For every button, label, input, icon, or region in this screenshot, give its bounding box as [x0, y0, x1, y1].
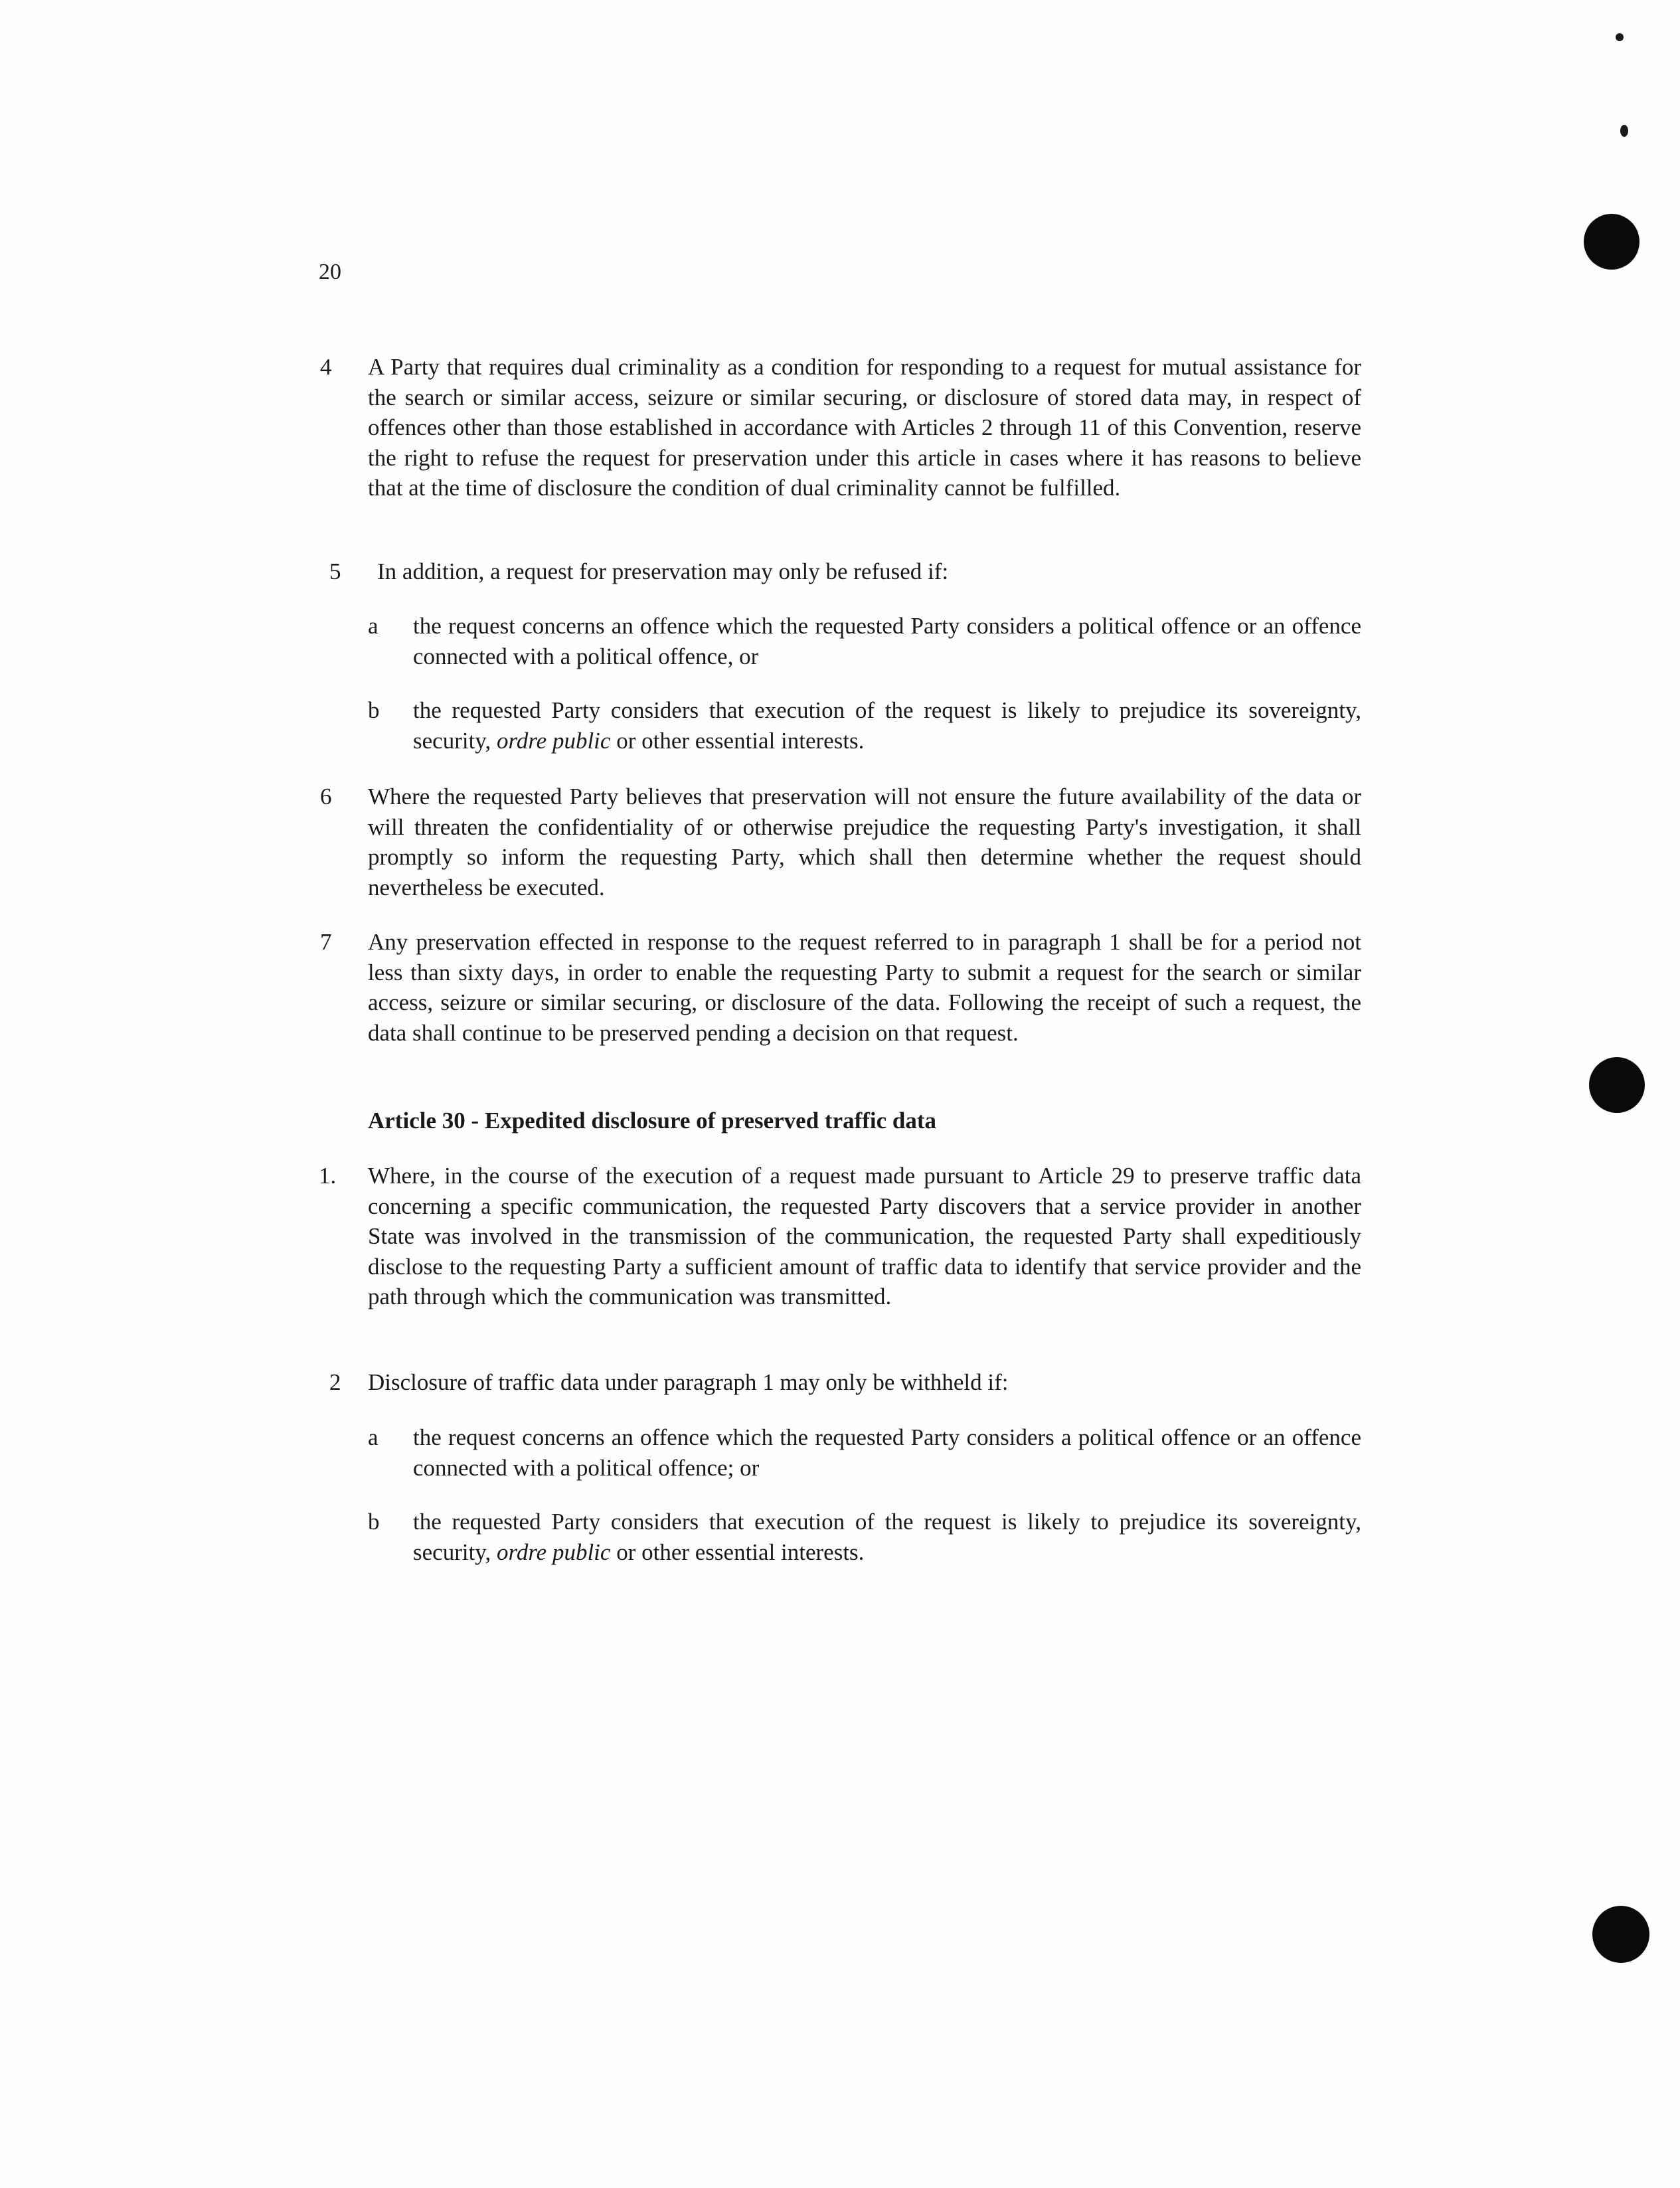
paragraph-number: 5 [329, 558, 341, 584]
item-text-italic: ordre public [497, 727, 611, 754]
paragraph-number: 7 [320, 929, 332, 955]
punch-hole [1584, 214, 1639, 270]
item-text-after: or other essential interests. [610, 727, 865, 754]
scan-speck [1616, 33, 1624, 41]
item-letter: b [368, 1509, 380, 1535]
item-text [413, 1507, 1361, 1567]
paragraph-text: Where, in the course of the execution of a request made pursuant to Article 29 to preserve traffic data concerning a specific communication, the requested Party discovers that a service provider in another State was involved in the transmission of the communication, the requested Party shall expeditiously disclose to the requesting Party a sufficient amount of traffic data to identify that service provider and the path through which the communication was transmitted. [368, 1163, 1361, 1309]
paragraph-7 [286, 927, 1361, 1048]
article-paragraph-2-item-a [286, 1422, 1361, 1483]
paragraph-text: Where the requested Party believes that preservation will not ensure the future availability of the data or will threaten the confidentiality of or otherwise prejudice the requesting Party's investigation, it shall promptly so inform the requesting Party, which shall then determine whether the request should nevertheless be executed. [368, 784, 1361, 900]
paragraph-6 [286, 782, 1361, 902]
item-text-after: or other essential interests. [610, 1539, 865, 1565]
paragraph-5 [286, 556, 1361, 587]
paragraph-text: Any preservation effected in response to the request referred to in paragraph 1 shall be for a period not less than sixty days, in order to enable the requesting Party to submit a request for the search or similar access, seizure or similar securing, or disclosure of the data. Following the receipt of such a request, the data shall continue to be preserved pending a decision on that request. [368, 929, 1361, 1046]
item-letter: a [368, 1424, 378, 1450]
item-letter: b [368, 697, 380, 723]
article-paragraph-2-item-b [286, 1507, 1361, 1567]
item-text [413, 695, 1361, 756]
item-text: the request concerns an offence which the requested Party considers a political offence or an offence connected with a political offence, or [413, 613, 1361, 669]
punch-hole [1589, 1057, 1645, 1113]
page-number: 20 [319, 260, 341, 284]
paragraph-text: In addition, a request for preservation may only be refused if: [377, 558, 949, 584]
paragraph-number: 4 [320, 354, 332, 380]
paragraph-number: 6 [320, 784, 332, 809]
paragraph-5-item-b [286, 695, 1361, 756]
item-text: the request concerns an offence which the requested Party considers a political offence or an offence connected with a political offence; or [413, 1424, 1361, 1481]
article-paragraph-2 [286, 1367, 1361, 1398]
item-text-before: the requested Party considers that execution of the request is likely to prejudice its sovereignty, security, [413, 1509, 1361, 1565]
paragraph-5-item-a [286, 611, 1361, 671]
paragraph-4 [286, 352, 1361, 503]
item-text-italic: ordre public [497, 1539, 611, 1565]
article-paragraph-1 [286, 1161, 1361, 1312]
punch-hole [1592, 1906, 1649, 1963]
paragraph-number: 2 [329, 1369, 341, 1395]
item-letter: a [368, 613, 378, 639]
scan-speck [1620, 125, 1628, 137]
paragraph-number: 1. [319, 1163, 337, 1189]
paragraph-text: A Party that requires dual criminality as a condition for responding to a request for mutual assistance for the search or similar access, seizure or similar securing, or disclosure of stored data may, in respect of offences other than those established in accordance with Articles 2 through 11 of this Convention, reserve the right to refuse the request for preservation under this article in cases where it has reasons to believe that at the time of disclosure the condition of dual criminality cannot be fulfilled. [368, 354, 1361, 501]
paragraph-text: Disclosure of traffic data under paragraph 1 may only be withheld if: [368, 1369, 1009, 1395]
article-heading: Article 30 - Expedited disclosure of preserved traffic data [368, 1108, 937, 1134]
item-text-before: the requested Party considers that execution of the request is likely to prejudice its sovereignty, security, [413, 697, 1361, 754]
